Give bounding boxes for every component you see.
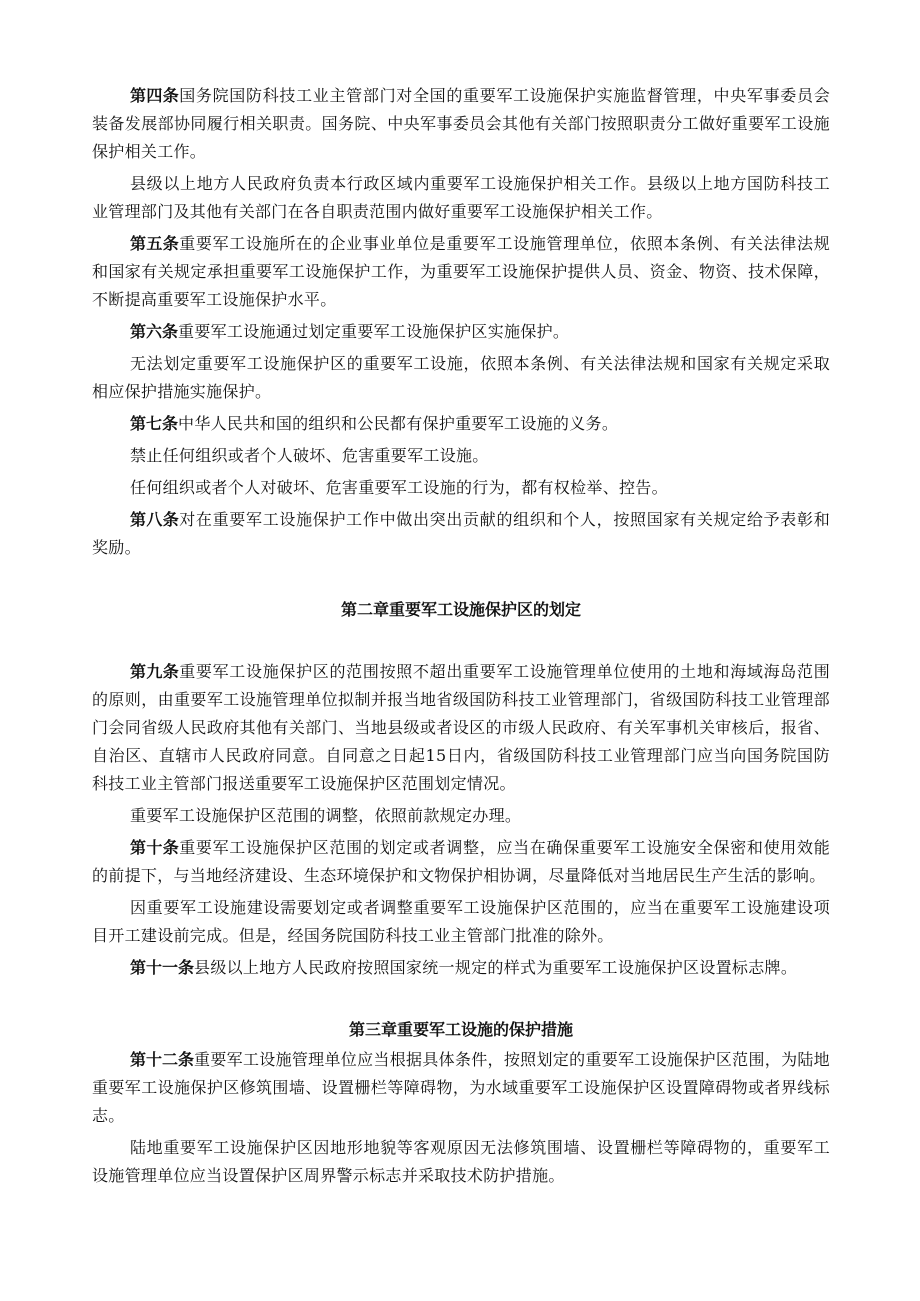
article-label: 第九条	[130, 662, 180, 681]
article-text: 任何组织或者个人对破坏、危害重要军工设施的行为，都有权检举、控告。	[130, 478, 668, 497]
paragraph	[92, 350, 830, 406]
paragraph	[92, 442, 830, 470]
article-text: 重要军工设施所在的企业事业单位是重要军工设施管理单位，依照本条例、有关法律法规和国家有关规定承担重要军工设施保护工作，为重要军工设施保护提供人员、资金、物资、技术保障，不断提高重要军工设施保护水平。	[92, 234, 830, 309]
article-text: 重要军工设施保护区的范围按照不超出重要军工设施管理单位使用的土地和海域海岛范围的原则，由重要军工设施管理单位拟制并报当地省级国防科技工业管理部门，省级国防科技工业管理部门会同省级人民政府其他有关部门、当地县级或者设区的市级人民政府、有关军事机关审核后，报省、自治区、直辖市人民政府同意。自同意之日起15日内，省级国防科技工业管理部门应当向国务院国防科技工业主管部门报送重要军工设施保护区范围划定情况。	[92, 662, 830, 793]
paragraph	[92, 474, 830, 502]
article-label: 第五条	[130, 234, 180, 253]
article-text: 禁止任何组织或者个人破坏、危害重要军工设施。	[130, 446, 489, 465]
article-text: 因重要军工设施建设需要划定或者调整重要军工设施保护区范围的，应当在重要军工设施建设项目开工建设前完成。但是，经国务院国防科技工业主管部门批准的除外。	[92, 898, 830, 945]
article-label: 第四条	[130, 86, 180, 105]
article-text: 重要军工设施通过划定重要军工设施保护区实施保护。	[178, 322, 570, 341]
article-text: 国务院国防科技工业主管部门对全国的重要军工设施保护实施监督管理，中央军事委员会装备发展部协同履行相关职责。国务院、中央军事委员会其他有关部门按照职责分工做好重要军工设施保护相关工作。	[92, 86, 830, 161]
article-label: 第六条	[130, 322, 179, 341]
article-text: 县级以上地方人民政府负责本行政区域内重要军工设施保护相关工作。县级以上地方国防科技工业管理部门及其他有关部门在各自职责范围内做好重要军工设施保护相关工作。	[92, 174, 830, 221]
chapter-3-heading: 第三章重要军工设施的保护措施	[348, 1020, 573, 1039]
article-text: 重要军工设施保护区范围的划定或者调整，应当在确保重要军工设施安全保密和使用效能的前提下，与当地经济建设、生态环境保护和文物保护相协调，尽量降低对当地居民生产生活的影响。	[92, 838, 830, 885]
article-text: 对在重要军工设施保护工作中做出突出贡献的组织和个人，按照国家有关规定给予表彰和奖励。	[92, 510, 830, 557]
article-4	[92, 82, 830, 166]
article-label: 第十一条	[130, 958, 195, 977]
article-8	[92, 506, 830, 562]
article-text: 县级以上地方人民政府按照国家统一规定的样式为重要军工设施保护区设置标志牌。	[194, 958, 798, 977]
paragraph	[92, 802, 830, 830]
article-text: 无法划定重要军工设施保护区的重要军工设施，依照本条例、有关法律法规和国家有关规定采取相应保护措施实施保护。	[92, 354, 830, 401]
article-text: 中华人民共和国的组织和公民都有保护重要军工设施的义务。	[178, 414, 619, 433]
article-12	[92, 1046, 830, 1130]
article-label: 第七条	[130, 414, 179, 433]
article-label: 第八条	[130, 510, 180, 529]
article-label: 第十条	[130, 838, 180, 857]
article-9	[92, 658, 830, 798]
article-11	[92, 954, 830, 982]
paragraph	[92, 170, 830, 226]
paragraph	[92, 894, 830, 950]
article-5	[92, 230, 830, 314]
article-text: 重要军工设施保护区范围的调整，依照前款规定办理。	[130, 806, 522, 825]
document-page	[92, 82, 830, 1194]
article-text: 重要军工设施管理单位应当根据具体条件，按照划定的重要军工设施保护区范围，为陆地重要军工设施保护区修筑围墙、设置栅栏等障碍物，为水域重要军工设施保护区设置障碍物或者界线标志。	[92, 1050, 830, 1125]
chapter-2-heading: 第二章重要军工设施保护区的划定	[340, 600, 581, 619]
article-7	[92, 410, 830, 438]
article-6	[92, 318, 830, 346]
article-10	[92, 834, 830, 890]
article-label: 第十二条	[130, 1050, 195, 1069]
article-text: 陆地重要军工设施保护区因地形地貌等客观原因无法修筑围墙、设置栅栏等障碍物的，重要军工设施管理单位应当设置保护区周界警示标志并采取技术防护措施。	[92, 1138, 830, 1185]
paragraph	[92, 1134, 830, 1190]
